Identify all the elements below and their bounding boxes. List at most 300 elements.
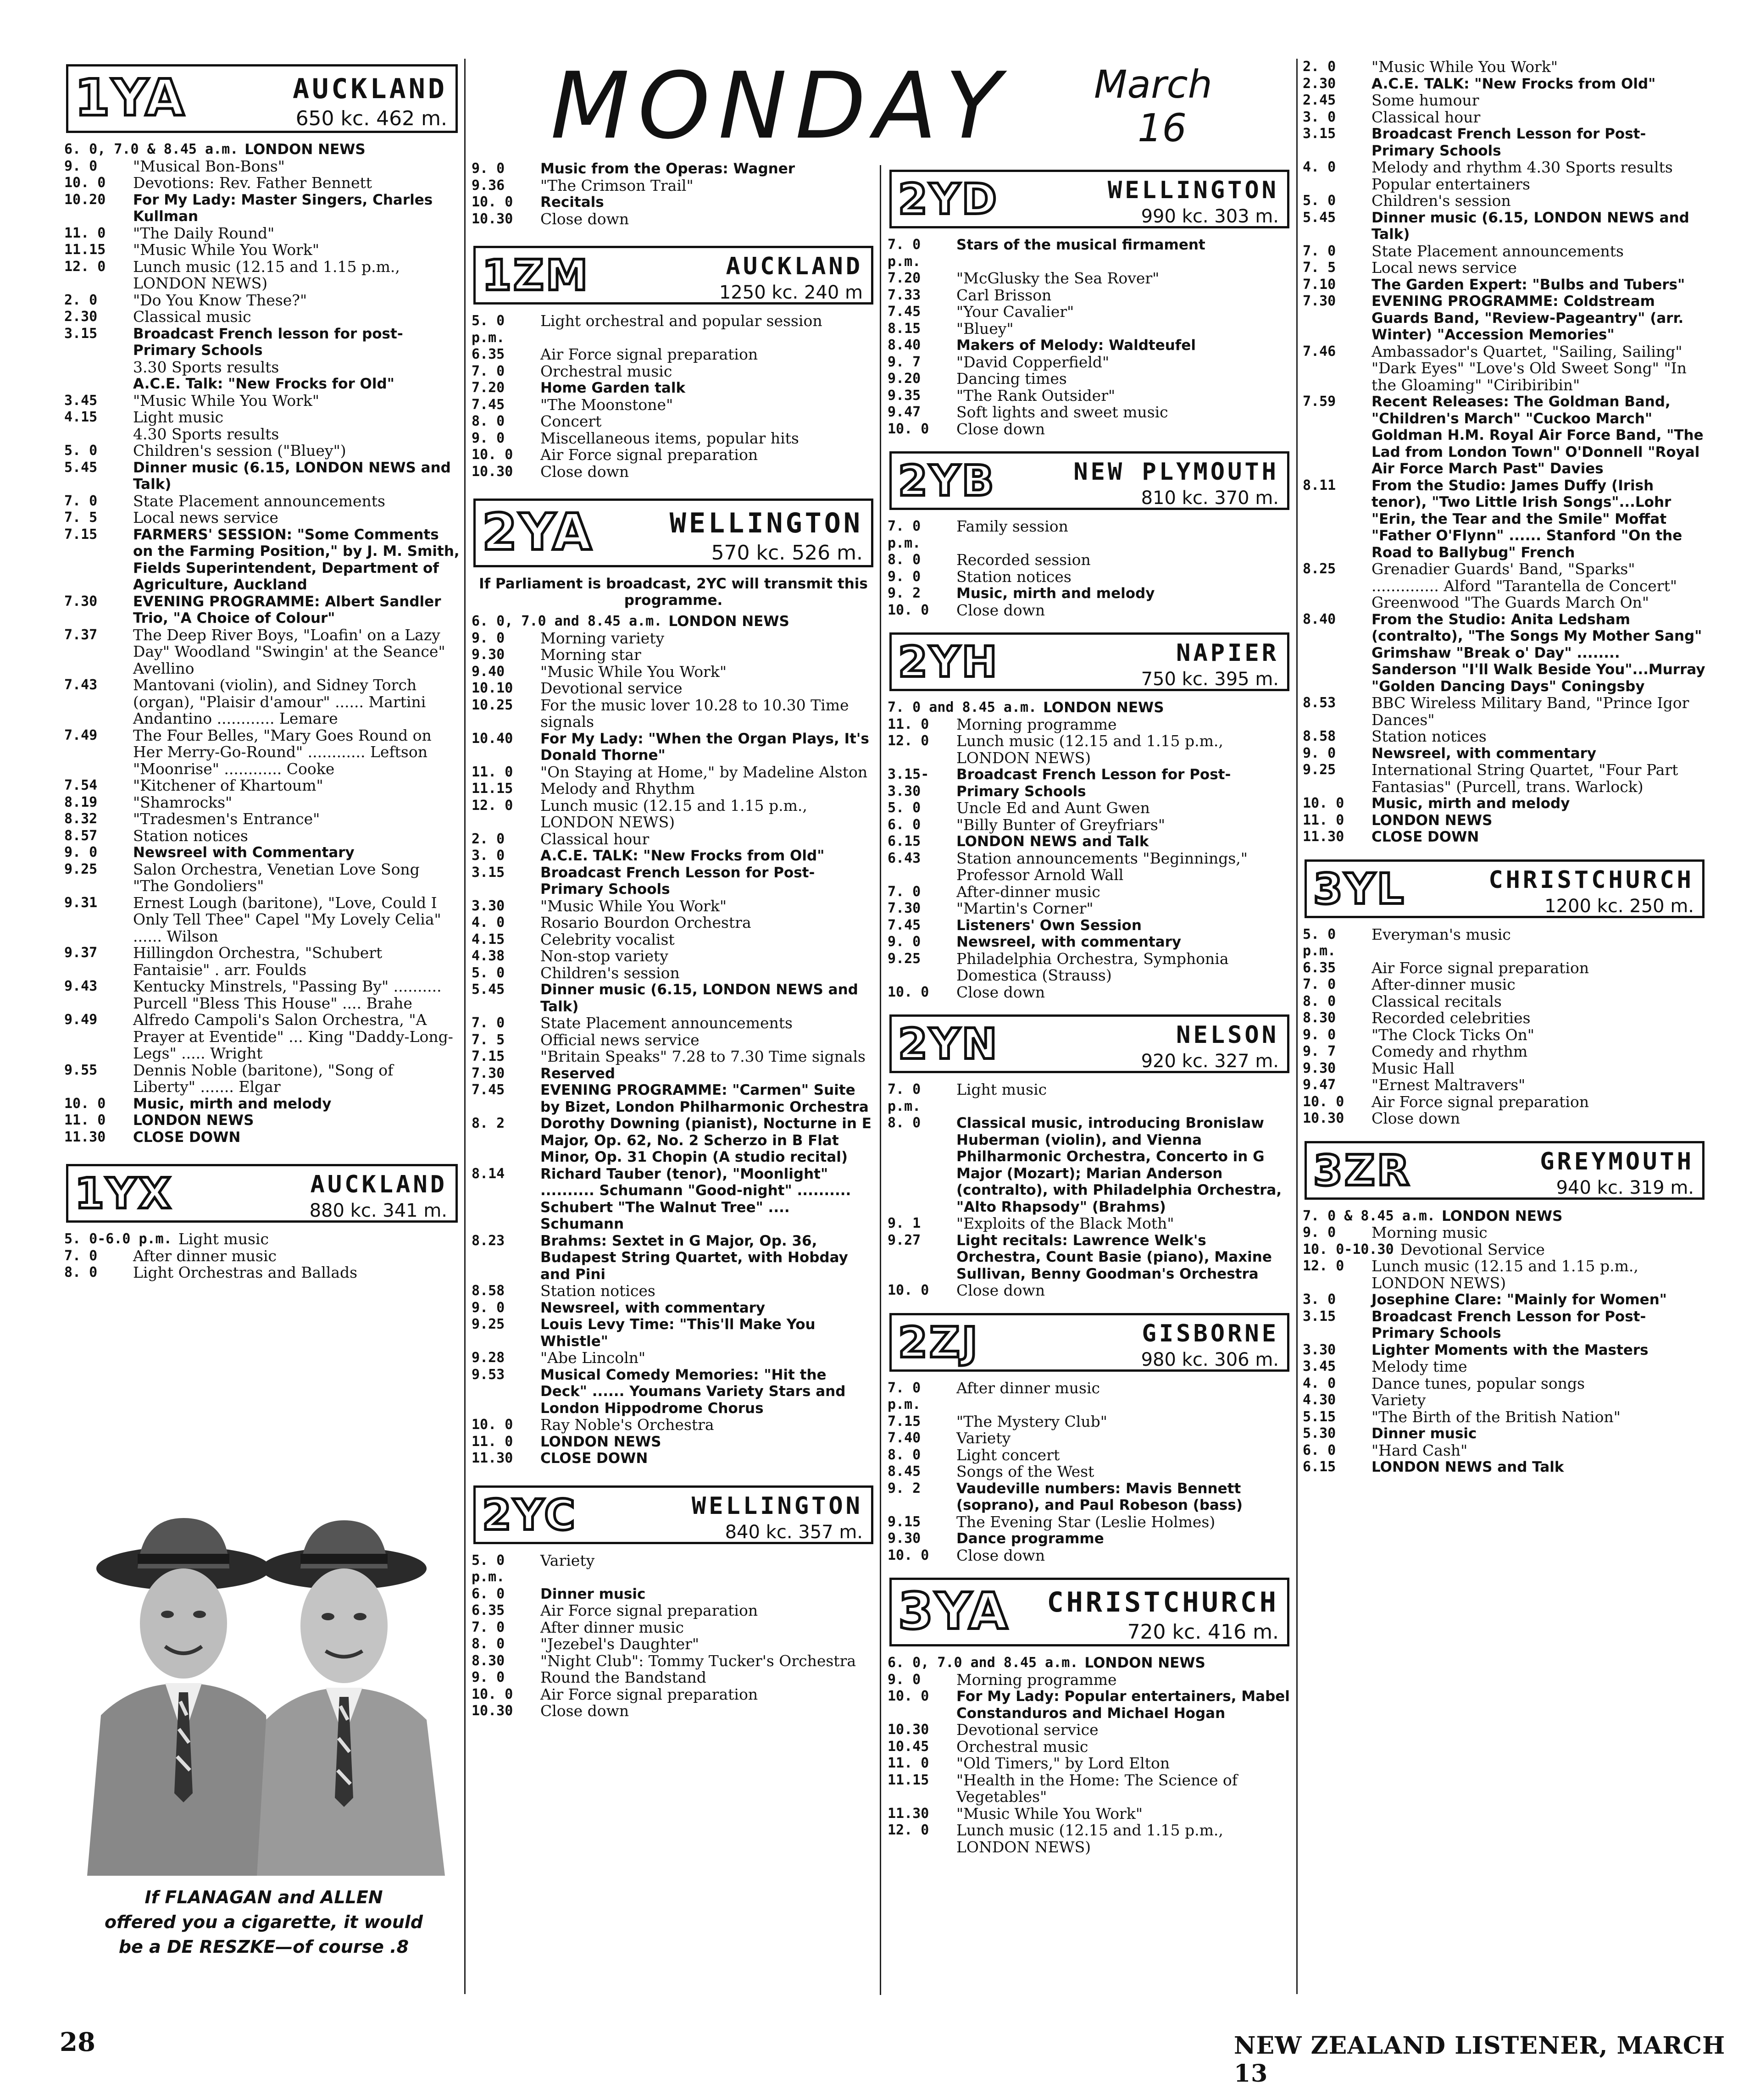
entry-title: A.C.E. Talk: "New Frocks for Old" xyxy=(133,376,394,392)
entry-time xyxy=(64,359,133,376)
schedule-entry xyxy=(64,828,460,845)
entry-title: Music, mirth and melody xyxy=(956,585,1155,602)
schedule-entry xyxy=(64,1248,460,1265)
entry-time: 3.15 xyxy=(1303,126,1336,142)
schedule-entry xyxy=(64,1231,460,1248)
schedule-entry xyxy=(64,409,460,426)
station-frequency: 990 kc. 303 m. xyxy=(1141,206,1279,227)
entry-time: 11. 0 xyxy=(64,225,106,241)
entry-time: 2.30 xyxy=(64,309,98,325)
entry-title: Newsreel, with commentary xyxy=(540,1299,766,1316)
entry-time: 10.30 xyxy=(472,1703,513,1719)
schedule-entry xyxy=(1303,1241,1706,1258)
entry-time: 7. 0 & 8.45 a.m. xyxy=(1303,1208,1435,1224)
entry-time: 9. 0 xyxy=(1303,1225,1336,1241)
entry-title: Variety xyxy=(540,1551,595,1569)
schedule-entry xyxy=(472,1048,875,1065)
entry-title: State Placement announcements xyxy=(540,1014,793,1032)
entry-title: "Music While You Work" xyxy=(540,897,727,915)
entry-title: Official news service xyxy=(540,1031,700,1049)
entry-title: "Shamrocks" xyxy=(133,793,233,811)
schedule-entry xyxy=(64,945,460,978)
entry-time: 2. 0 xyxy=(1303,59,1336,75)
entry-title: Children's session ("Bluey") xyxy=(133,442,346,460)
entry-title: After-dinner music xyxy=(1371,975,1516,993)
entry-title: The Evening Star (Leslie Holmes) xyxy=(956,1513,1216,1531)
entry-time: 3.15 xyxy=(472,864,505,881)
schedule-entry xyxy=(472,413,875,430)
schedule-entry xyxy=(888,1480,1291,1514)
entry-title: Broadcast French lesson for post-Primary Schools xyxy=(133,325,403,359)
schedule-entry xyxy=(888,1822,1291,1856)
entry-title: Music, mirth and melody xyxy=(133,1095,332,1112)
schedule-entry xyxy=(472,664,875,681)
entry-title: "Ernest Maltravers" xyxy=(1371,1076,1526,1094)
schedule-entry xyxy=(472,1233,875,1283)
entry-time: 10. 0 xyxy=(888,602,929,618)
entry-title: A.C.E. TALK: "New Frocks from Old" xyxy=(1371,75,1656,92)
entry-title: Songs of the West xyxy=(956,1463,1094,1480)
entry-time: 3.45 xyxy=(64,392,98,409)
entry-title: After dinner music xyxy=(133,1247,277,1265)
entry-time: 9.47 xyxy=(1303,1077,1336,1093)
entry-title: Air Force signal preparation xyxy=(540,345,758,363)
entry-title: Morning star xyxy=(540,646,641,664)
entry-title: Classical music xyxy=(133,308,251,326)
entry-title: "Your Cavalier" xyxy=(956,303,1074,321)
station-header-1yx xyxy=(66,1164,458,1223)
entry-time: 8.14 xyxy=(472,1165,505,1182)
entry-title: Comedy and rhythm xyxy=(1371,1042,1528,1060)
entry-title: Melody and Rhythm xyxy=(540,780,695,798)
entry-title: LONDON NEWS xyxy=(540,1433,661,1450)
station-frequency: 940 kc. 319 m. xyxy=(1556,1177,1694,1198)
column-3 xyxy=(888,165,1291,1856)
entry-title: Stars of the musical firmament xyxy=(956,237,1205,253)
schedule-entry xyxy=(472,731,875,764)
entry-title: "Old Timers," by Lord Elton xyxy=(956,1754,1170,1772)
entry-time: 3.45 xyxy=(1303,1358,1336,1374)
entry-title: Station notices xyxy=(1371,727,1487,745)
entry-time: 11.30 xyxy=(1303,829,1344,845)
schedule-entry xyxy=(1303,795,1706,812)
schedule-entry xyxy=(64,777,460,794)
schedule-entry xyxy=(1303,993,1706,1010)
date-month: March xyxy=(1094,62,1212,107)
schedule-entry xyxy=(1303,926,1706,960)
entry-title: Close down xyxy=(956,1281,1045,1299)
entry-title: Station notices xyxy=(956,567,1072,586)
entry-title: "Britain Speaks" 7.28 to 7.30 Time signals xyxy=(540,1047,866,1065)
entry-title: Broadcast French Lesson for Post-Primary Schools xyxy=(540,864,815,898)
schedule-entry xyxy=(1303,344,1706,394)
entry-time: 3.15 xyxy=(64,325,98,342)
entry-time: 9.35 xyxy=(888,387,921,404)
schedule-entry xyxy=(888,1755,1291,1772)
advert-photo xyxy=(69,1500,459,1876)
entry-time: 12. 0 xyxy=(888,733,929,749)
entry-time: 10. 0 xyxy=(888,421,929,437)
entry-time: 7. 0 xyxy=(472,363,505,379)
entry-time: 7.46 xyxy=(1303,343,1336,360)
entry-time: 9. 0 xyxy=(472,1299,505,1316)
entry-time: 4. 0 xyxy=(1303,1375,1336,1391)
schedule-entry xyxy=(472,211,875,228)
entry-title: 4.30 Sports results xyxy=(133,425,279,443)
entry-title: Variety xyxy=(1371,1391,1426,1409)
entry-time: 9. 0 xyxy=(472,430,505,446)
entry-time: 9. 0 xyxy=(888,568,921,585)
station-frequency: 570 kc. 526 m. xyxy=(711,541,863,565)
entry-time: 9.36 xyxy=(472,177,505,194)
entry-time: 11. 0 xyxy=(888,716,929,732)
schedule-entry xyxy=(888,237,1291,270)
schedule-entry xyxy=(888,1081,1291,1115)
schedule-entry xyxy=(888,917,1291,934)
entry-time: 3.30 xyxy=(472,898,505,914)
entry-title: State Placement announcements xyxy=(1371,242,1624,260)
entry-time: 9.28 xyxy=(472,1350,505,1366)
station-header-2yd xyxy=(889,170,1289,228)
entry-title: Close down xyxy=(956,601,1045,619)
entry-time: 7.37 xyxy=(64,626,98,643)
entry-title: Close down xyxy=(540,462,629,481)
entry-title: EVENING PROGRAMME: Albert Sandler Trio, "A Choice of Colour" xyxy=(133,593,441,626)
entry-title: Close down xyxy=(956,983,1045,1001)
station-code: 2YB xyxy=(898,456,996,505)
station-city: NEW PLYMOUTH xyxy=(1073,458,1279,486)
entry-title: "On Staying at Home," by Madeline Alston xyxy=(540,763,868,781)
entry-title: BBC Wireless Military Band, "Prince Igor Dances" xyxy=(1371,694,1689,729)
schedule-entry xyxy=(1303,76,1706,93)
entry-title: After-dinner music xyxy=(956,882,1100,901)
entry-time: 10. 0 xyxy=(888,1282,929,1298)
entry-time xyxy=(64,426,133,443)
entry-time: 7. 5 xyxy=(1303,260,1336,276)
date-day: 16 xyxy=(1138,105,1187,150)
station-header-1ya xyxy=(66,64,458,133)
schedule-entry xyxy=(472,630,875,647)
entry-title: Close down xyxy=(956,420,1045,438)
entry-time: 8.58 xyxy=(472,1283,505,1299)
entry-title: "Jezebel's Daughter" xyxy=(540,1635,700,1653)
entry-title: Carl Brisson xyxy=(956,286,1052,304)
entry-title: Vaudeville numbers: Mavis Bennett (soprano), and Paul Robeson (bass) xyxy=(956,1480,1243,1513)
schedule-2yh xyxy=(888,699,1291,1001)
entry-time: 8. 0 xyxy=(472,1636,505,1652)
entry-title: Orchestral music xyxy=(540,362,672,380)
schedule-entry xyxy=(472,1703,875,1720)
station-code: 2YN xyxy=(898,1020,999,1069)
entry-time: 9.30 xyxy=(888,1530,921,1546)
entry-title: Kentucky Minstrels, "Passing By" .......... Purcell "Bless This House" .... Brahe xyxy=(133,977,442,1012)
entry-title: Air Force signal preparation xyxy=(540,1601,758,1619)
schedule-entry xyxy=(472,931,875,948)
schedule-entry xyxy=(64,1264,460,1281)
entry-time: 7.33 xyxy=(888,287,921,303)
schedule-entry xyxy=(888,1655,1291,1672)
schedule-entry xyxy=(1303,1291,1706,1308)
entry-title: "Hard Cash" xyxy=(1371,1441,1468,1459)
schedule-entry xyxy=(472,1602,875,1619)
entry-time: 7.49 xyxy=(64,727,98,743)
caption-line: If FLANAGAN and ALLEN xyxy=(144,1887,383,1907)
schedule-entry xyxy=(64,141,460,158)
entry-time: 9. 0 xyxy=(472,1669,505,1685)
entry-title: Recitals xyxy=(540,194,604,211)
entry-title: From the Studio: Anita Ledsham (contralto), "The Songs My Mother Sang" Grimshaw "Break o' Day" ........ Sanderson "I'll Walk Beside You"...Murray "Golden Dancing Days" Coningsby xyxy=(1371,611,1705,695)
entry-time: 9.40 xyxy=(472,663,505,680)
entry-time: 7. 0 p.m. xyxy=(888,237,921,270)
entry-time: 12. 0 xyxy=(888,1822,929,1838)
entry-time: 7.20 xyxy=(888,270,921,286)
schedule-entry xyxy=(888,817,1291,834)
schedule-entry xyxy=(1303,1342,1706,1359)
schedule-entry xyxy=(1303,1077,1706,1094)
schedule-entry xyxy=(888,1772,1291,1806)
station-frequency: 1250 kc. 240 m xyxy=(719,282,863,303)
column-1 xyxy=(64,60,460,1281)
entry-title: Morning programme xyxy=(956,1670,1117,1689)
schedule-entry xyxy=(1303,611,1706,695)
station-code: 3YL xyxy=(1313,864,1406,914)
schedule-entry xyxy=(64,1062,460,1096)
entry-title: LONDON NEWS xyxy=(244,141,366,158)
schedule-entry xyxy=(888,850,1291,884)
entry-title: LONDON NEWS and Talk xyxy=(1371,1459,1564,1475)
entry-time: 7.45 xyxy=(888,304,921,320)
entry-title: Melody and rhythm 4.30 Sports results Popular entertainers xyxy=(1371,158,1673,193)
entry-time: 11.15 xyxy=(64,242,106,258)
entry-time: 9. 0 xyxy=(1303,1026,1336,1043)
station-code: 1YA xyxy=(75,68,186,127)
entry-time: 5. 0 p.m. xyxy=(472,313,505,346)
entry-title: Close down xyxy=(540,210,629,228)
entry-time: 5. 0 xyxy=(64,443,98,459)
advert-caption xyxy=(69,1885,459,1959)
entry-title: "David Copperfield" xyxy=(956,353,1110,371)
schedule-2zj xyxy=(888,1380,1291,1564)
schedule-entry xyxy=(888,984,1291,1001)
entry-title: Dinner music xyxy=(1371,1425,1477,1442)
entry-title: Josephine Clare: "Mainly for Women" xyxy=(1371,1291,1667,1308)
schedule-entry xyxy=(472,161,875,177)
schedule-entry xyxy=(64,794,460,811)
schedule-entry xyxy=(888,585,1291,602)
schedule-entry xyxy=(1303,960,1706,977)
schedule-entry xyxy=(472,697,875,731)
entry-title: Devotional Service xyxy=(1400,1240,1545,1258)
page-number: 28 xyxy=(60,2027,95,2057)
schedule-entry xyxy=(472,1636,875,1653)
entry-time: 11. 0 xyxy=(472,764,513,780)
schedule-entry xyxy=(1303,59,1706,76)
entry-title: Musical Comedy Memories: "Hit the Deck" ...... Youmans Variety Stars and London Hippodrome Chorus xyxy=(540,1366,846,1417)
entry-title: Mantovani (violin), and Sidney Torch (organ), "Plaisir d'amour" ...... Martini Andantino ............ Lemare xyxy=(133,676,426,727)
entry-time: 8.40 xyxy=(888,337,921,353)
schedule-entry xyxy=(64,443,460,460)
entry-time: 10.25 xyxy=(472,697,513,713)
entry-time: 9. 2 xyxy=(888,1480,921,1496)
entry-title: Morning music xyxy=(1371,1224,1488,1241)
schedule-entry xyxy=(888,884,1291,901)
entry-title: "Tradesmen's Entrance" xyxy=(133,810,320,828)
entry-title: Devotional service xyxy=(540,679,683,697)
schedule-continued xyxy=(472,161,875,227)
entry-time: 11. 0 xyxy=(888,1755,929,1771)
schedule-3ya xyxy=(888,1655,1291,1856)
entry-title: Listeners' Own Session xyxy=(956,917,1142,934)
entry-title: Alfredo Campoli's Salon Orchestra, "A Prayer at Eventide" ... King "Daddy-Long-Legs" ..... Wright xyxy=(133,1011,453,1062)
schedule-entry xyxy=(472,397,875,414)
entry-time: 10. 0 xyxy=(888,984,929,1000)
schedule-entry xyxy=(472,1417,875,1434)
station-city: AUCKLAND xyxy=(293,73,447,105)
schedule-entry xyxy=(472,346,875,363)
entry-title: Classical music, introducing Bronislaw Huberman (violin), and Vienna Philharmonic Orchestra, Concerto in G Major (Mozart); Marian Anderson (contralto), with Philadelphia Orchestra, "Alto Rhapsody" (Brahms) xyxy=(956,1115,1282,1215)
schedule-entry xyxy=(1303,1043,1706,1060)
station-city: WELLINGTON xyxy=(669,507,863,539)
entry-title: For My Lady: Master Singers, Charles Kullman xyxy=(133,191,433,225)
station-frequency: 650 kc. 462 m. xyxy=(295,107,447,130)
schedule-entry xyxy=(472,1686,875,1703)
schedule-entry xyxy=(472,647,875,664)
entry-time: 6.35 xyxy=(472,1602,505,1618)
schedule-entry xyxy=(888,1115,1291,1215)
schedule-2yn xyxy=(888,1081,1291,1299)
entry-title: Richard Tauber (tenor), "Moonlight" .......... Schumann "Good-night" .......... Schubert "The Walnut Tree" .... Schumann xyxy=(540,1165,851,1232)
schedule-entry xyxy=(64,1096,460,1113)
entry-time: 10. 0 xyxy=(888,1547,929,1563)
schedule-entry xyxy=(472,965,875,982)
entry-time: 9. 2 xyxy=(888,585,921,601)
entry-time: 5.45 xyxy=(1303,209,1336,226)
station-header-2yh xyxy=(889,632,1289,691)
entry-time: 7.30 xyxy=(1303,293,1336,309)
schedule-entry xyxy=(1303,829,1706,846)
station-frequency: 980 kc. 306 m. xyxy=(1141,1349,1279,1370)
entry-time: 10.30 xyxy=(888,1722,929,1738)
schedule-entry xyxy=(1303,812,1706,829)
entry-time: 10. 0 xyxy=(472,447,513,463)
entry-title: Newsreel with Commentary xyxy=(133,844,355,861)
station-frequency: 920 kc. 327 m. xyxy=(1141,1051,1279,1072)
schedule-entry xyxy=(64,677,460,727)
entry-time: 7.30 xyxy=(888,900,921,916)
station-city: WELLINGTON xyxy=(691,1492,863,1520)
schedule-entry xyxy=(1303,745,1706,762)
schedule-entry xyxy=(64,175,460,192)
schedule-entry xyxy=(1303,1258,1706,1291)
station-code: 2YA xyxy=(482,503,594,561)
station-frequency: 840 kc. 357 m. xyxy=(725,1521,863,1543)
entry-time: 10. 0 xyxy=(64,175,106,191)
entry-time: 5. 0 p.m. xyxy=(472,1552,505,1585)
entry-title: "Abe Lincoln" xyxy=(540,1349,646,1367)
entry-title: Broadcast French Lesson for Post-Primary Schools xyxy=(1371,1308,1646,1341)
entry-title: "Do You Know These?" xyxy=(133,291,307,309)
entry-time: 6.35 xyxy=(472,346,505,362)
entry-time: 9.30 xyxy=(1303,1060,1336,1076)
entry-title: Light music xyxy=(178,1230,269,1248)
entry-time: 10. 0-10.30 xyxy=(1303,1241,1394,1258)
entry-title: Lunch music (12.15 and 1.15 p.m., LONDON NEWS) xyxy=(1371,1257,1638,1292)
entry-time: 11.15 xyxy=(888,1772,929,1788)
entry-time: 8.30 xyxy=(472,1652,505,1669)
schedule-entry xyxy=(472,1350,875,1367)
schedule-entry xyxy=(64,510,460,526)
schedule-entry xyxy=(888,404,1291,421)
entry-time: 7. 0 xyxy=(888,883,921,900)
entry-title: LONDON NEWS xyxy=(133,1112,254,1129)
entry-time: 7.40 xyxy=(888,1430,921,1446)
schedule-entry xyxy=(64,844,460,861)
entry-time: 10. 0 xyxy=(472,1417,513,1433)
schedule-entry xyxy=(1303,243,1706,260)
entry-time: 7.30 xyxy=(64,593,98,609)
schedule-entry xyxy=(1303,92,1706,109)
schedule-entry xyxy=(1303,277,1706,294)
entry-title: Family session xyxy=(956,517,1068,535)
station-city: NAPIER xyxy=(1176,639,1279,667)
schedule-entry xyxy=(64,259,460,292)
entry-title: Close down xyxy=(956,1546,1045,1564)
entry-title: Lunch music (12.15 and 1.15 p.m., LONDON NEWS) xyxy=(540,796,807,831)
entry-time: 5.15 xyxy=(1303,1408,1336,1425)
entry-time: 9.55 xyxy=(64,1062,98,1078)
entry-time: 6.15 xyxy=(1303,1459,1336,1475)
schedule-entry xyxy=(472,1115,875,1166)
entry-title: Air Force signal preparation xyxy=(540,446,758,464)
entry-time: 7. 0 xyxy=(472,1015,505,1031)
entry-title: Dennis Noble (baritone), "Song of Liberty" ....... Elgar xyxy=(133,1061,394,1096)
schedule-entry xyxy=(888,1282,1291,1299)
entry-title: Uncle Ed and Aunt Gwen xyxy=(956,799,1150,817)
schedule-entry xyxy=(472,430,875,447)
entry-time: 8. 0 xyxy=(888,552,921,568)
entry-time: 3.15-3.30 xyxy=(888,766,929,799)
schedule-entry xyxy=(472,1450,875,1467)
entry-title: Devotional service xyxy=(956,1721,1099,1739)
schedule-entry xyxy=(888,552,1291,569)
entry-title: Classical hour xyxy=(540,830,650,848)
schedule-entry xyxy=(888,951,1291,984)
entry-time: 6.43 xyxy=(888,850,921,866)
entry-time: 9.20 xyxy=(888,371,921,387)
entry-title: The Garden Expert: "Bulbs and Tubers" xyxy=(1371,276,1685,293)
entry-title: Air Force signal preparation xyxy=(1371,1092,1589,1111)
entry-time: 11. 0 xyxy=(472,1433,513,1450)
entry-title: A.C.E. TALK: "New Frocks from Old" xyxy=(540,848,825,864)
entry-title: "Music While You Work" xyxy=(133,391,320,410)
schedule-entry xyxy=(1303,1425,1706,1442)
entry-time: 7. 0 p.m. xyxy=(888,1081,921,1114)
schedule-entry xyxy=(472,194,875,211)
station-frequency: 1200 kc. 250 m. xyxy=(1544,895,1694,917)
schedule-entry xyxy=(472,1283,875,1300)
entry-title: Recorded celebrities xyxy=(1371,1009,1531,1027)
schedule-entry xyxy=(64,309,460,326)
entry-time: 6. 0, 7.0 and 8.45 a.m. xyxy=(888,1655,1078,1671)
day-heading: MONDAY xyxy=(550,53,1010,160)
station-header-3yl xyxy=(1305,859,1705,918)
schedule-1zm xyxy=(472,313,875,480)
entry-title: Music, mirth and melody xyxy=(1371,795,1570,812)
entry-title: Ambassador's Quartet, "Sailing, Sailing" "Dark Eyes" "Love's Old Sweet Song" "In the Gloaming" "Ciribiribin" xyxy=(1371,342,1687,394)
entry-time: 8.25 xyxy=(1303,561,1336,577)
entry-title: Louis Levy Time: "This'll Make You Whistle" xyxy=(540,1316,816,1350)
station-header-2yc xyxy=(473,1485,873,1544)
